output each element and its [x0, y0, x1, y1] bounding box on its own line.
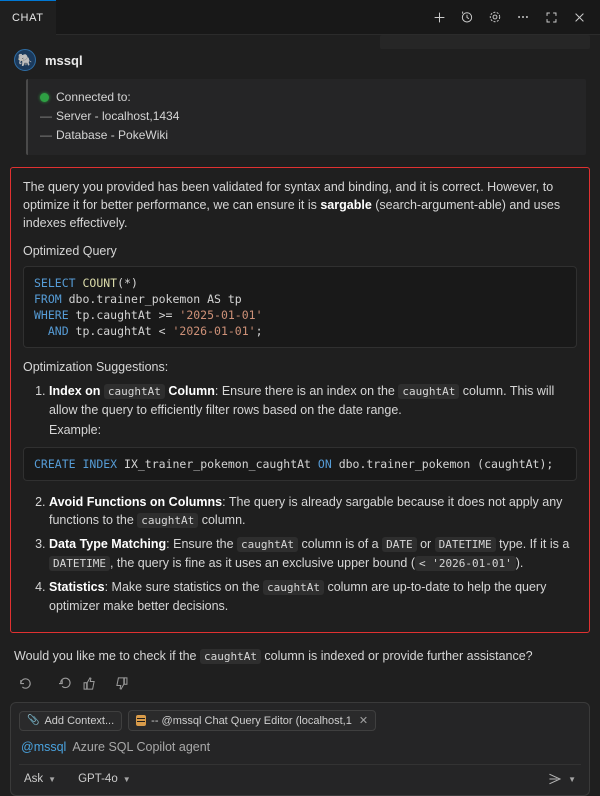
suggestion-body-pre: : Ensure the [166, 537, 238, 551]
suggestion-body-code: caughtAt [237, 537, 298, 552]
agent-avatar-icon: 🐘 [17, 53, 33, 67]
list-item [49, 493, 577, 530]
answer-intro-pre: The query you provided has been validated for syntax and binding, and it is correct. However, to optimize it for better performance, we can ensure it is [23, 180, 554, 212]
suggestion-title: Index on [49, 384, 101, 398]
answer-intro-bold: sargable [320, 198, 372, 212]
agent-description: Azure SQL Copilot agent [72, 740, 211, 754]
suggestion-body-code: caughtAt [137, 513, 198, 528]
suggestion-title: Statistics [49, 580, 105, 594]
send-icon [548, 772, 564, 786]
suggestion-body-mid3: type. If it is a [495, 537, 570, 551]
agent-mention: @mssql [21, 740, 67, 754]
suggestion-body-post: ). [515, 556, 524, 570]
thumbs-down-icon[interactable] [112, 674, 130, 692]
suggestion-body-mid2: or [416, 537, 435, 551]
bullet-dash-icon: — [40, 109, 52, 123]
chat-mode-label: Ask [24, 773, 44, 785]
settings-gear-icon[interactable] [484, 6, 506, 28]
send-button[interactable] [543, 769, 581, 789]
panel-titlebar [0, 0, 600, 35]
status-dot-icon [40, 93, 49, 102]
chevron-down-icon[interactable]: ▼ [568, 774, 576, 784]
followup-code: caughtAt [200, 649, 261, 664]
sql-index-name: IX_trainer_pokemon_caughtAt [117, 457, 318, 471]
create-index-code [23, 447, 577, 481]
connection-database-line [40, 126, 574, 145]
followup-pre: Would you like me to check if the [14, 649, 200, 663]
suggestions-list [23, 382, 577, 615]
answer-intro-post: (search-argument-able) and uses indexes effectively. [23, 198, 561, 230]
close-panel-icon[interactable] [568, 6, 590, 28]
suggestion-body-code-bound: < '2026-01-01' [415, 556, 516, 571]
chat-composer[interactable] [10, 702, 590, 796]
sql-index-target: dbo.trainer_pokemon (caughtAt); [331, 457, 554, 471]
suggestion-body-code-datetime2: DATETIME [49, 556, 110, 571]
sql-from-target: dbo.trainer_pokemon AS tp [61, 292, 242, 306]
sql-file-icon [136, 715, 146, 726]
connection-status-label: Connected to: [56, 90, 131, 104]
sql-keyword-where: WHERE [34, 308, 69, 322]
suggestion-body-pre: : Make sure statistics on the [104, 580, 263, 594]
optimized-query-heading: Optimized Query [23, 244, 117, 258]
connection-server-line [40, 107, 574, 126]
suggestion-body-post: column. [198, 513, 246, 527]
suggestion-title-tail: Column [168, 384, 215, 398]
suggestion-body-post: column. This will allow the query to efficiently filter rows based on the date range. [49, 384, 555, 417]
sql-keyword-index: INDEX [82, 457, 118, 471]
suggestion-body-code-date: DATE [382, 537, 417, 552]
connection-status-line [40, 88, 574, 107]
maximize-panel-icon[interactable] [540, 6, 562, 28]
list-item [49, 535, 577, 573]
avatar [14, 49, 36, 71]
paperclip-icon: 📎 [27, 715, 40, 726]
more-actions-icon[interactable] [512, 6, 534, 28]
suggestion-body-pre: : Ensure there is an index on the [214, 384, 399, 398]
suggestion-body-code: caughtAt [263, 580, 324, 595]
context-chip-row [19, 710, 581, 731]
sql-and-lhs: tp.caughtAt < [68, 324, 173, 338]
sql-keyword-and: AND [34, 324, 69, 338]
titlebar-actions [428, 6, 592, 28]
sql-count-args: (*) [117, 276, 138, 290]
suggestion-body-code-datetime: DATETIME [435, 537, 496, 552]
model-label: GPT-4o [78, 773, 118, 785]
thumbs-up-icon[interactable] [80, 674, 98, 692]
suggestion-title-code: caughtAt [104, 384, 165, 399]
list-item [49, 578, 577, 615]
connection-info [26, 79, 586, 155]
retry-icon[interactable] [16, 674, 34, 692]
optimized-query-code [23, 266, 577, 348]
suggestion-body-post: column are up-to-date to help the query optimizer make better decisions. [49, 580, 547, 613]
suggestion-body-mid4: , the query is fine as it uses an exclusive upper bound ( [109, 556, 416, 570]
sql-terminator: ; [255, 324, 263, 338]
bullet-dash-icon: — [40, 128, 52, 142]
attached-editor-label: -- @mssql Chat Query Editor (localhost,1 [151, 714, 352, 727]
chat-mode-dropdown[interactable] [19, 770, 61, 788]
sql-keyword-select: SELECT [34, 276, 76, 290]
suggestion-title: Data Type Matching [49, 537, 167, 551]
composer-footer [19, 764, 581, 789]
sql-keyword-create: CREATE [34, 457, 76, 471]
list-item [34, 382, 577, 481]
suggestion-body-mid: column is of a [298, 537, 383, 551]
followup-question [14, 647, 586, 666]
add-context-label: Add Context... [44, 714, 115, 727]
answer-intro [23, 178, 577, 232]
chevron-down-icon: ▼ [48, 774, 57, 784]
undo-icon[interactable] [48, 674, 66, 692]
conversation [0, 35, 600, 692]
suggestions-heading: Optimization Suggestions: [23, 360, 169, 374]
chat-input[interactable] [19, 731, 581, 764]
model-picker-dropdown[interactable] [73, 770, 136, 788]
add-context-button[interactable] [19, 711, 122, 731]
assistant-answer [10, 167, 590, 633]
sql-function-count: COUNT [82, 276, 118, 290]
remove-attachment-icon[interactable]: ✕ [358, 715, 369, 727]
sql-where-literal: '2025-01-01' [179, 308, 263, 322]
followup-post: column is indexed or provide further assistance? [260, 649, 533, 663]
sql-keyword-from: FROM [34, 292, 62, 306]
connection-database: Database - PokeWiki [56, 128, 169, 142]
suggestion-title: Avoid Functions on Columns [49, 495, 223, 509]
chevron-down-icon: ▼ [122, 774, 131, 784]
sql-and-literal: '2026-01-01' [172, 324, 256, 338]
suggestion-body-code: caughtAt [398, 384, 459, 399]
tab-chat-label: CHAT [12, 11, 44, 24]
agent-name: mssql [45, 52, 83, 68]
history-icon[interactable] [456, 6, 478, 28]
suggestion-body-pre: : The query is already sargable because it does not apply any functions to the [49, 495, 563, 527]
example-label: Example: [49, 423, 102, 437]
sql-keyword-on: ON [317, 457, 332, 471]
message-actions [0, 666, 600, 692]
tab-chat[interactable] [0, 0, 56, 35]
new-chat-icon[interactable] [428, 6, 450, 28]
sql-where-lhs: tp.caughtAt >= [68, 308, 180, 322]
connection-server: Server - localhost,1434 [56, 109, 180, 123]
attached-editor-chip[interactable] [128, 710, 376, 731]
toolbar-placeholder [380, 35, 590, 49]
